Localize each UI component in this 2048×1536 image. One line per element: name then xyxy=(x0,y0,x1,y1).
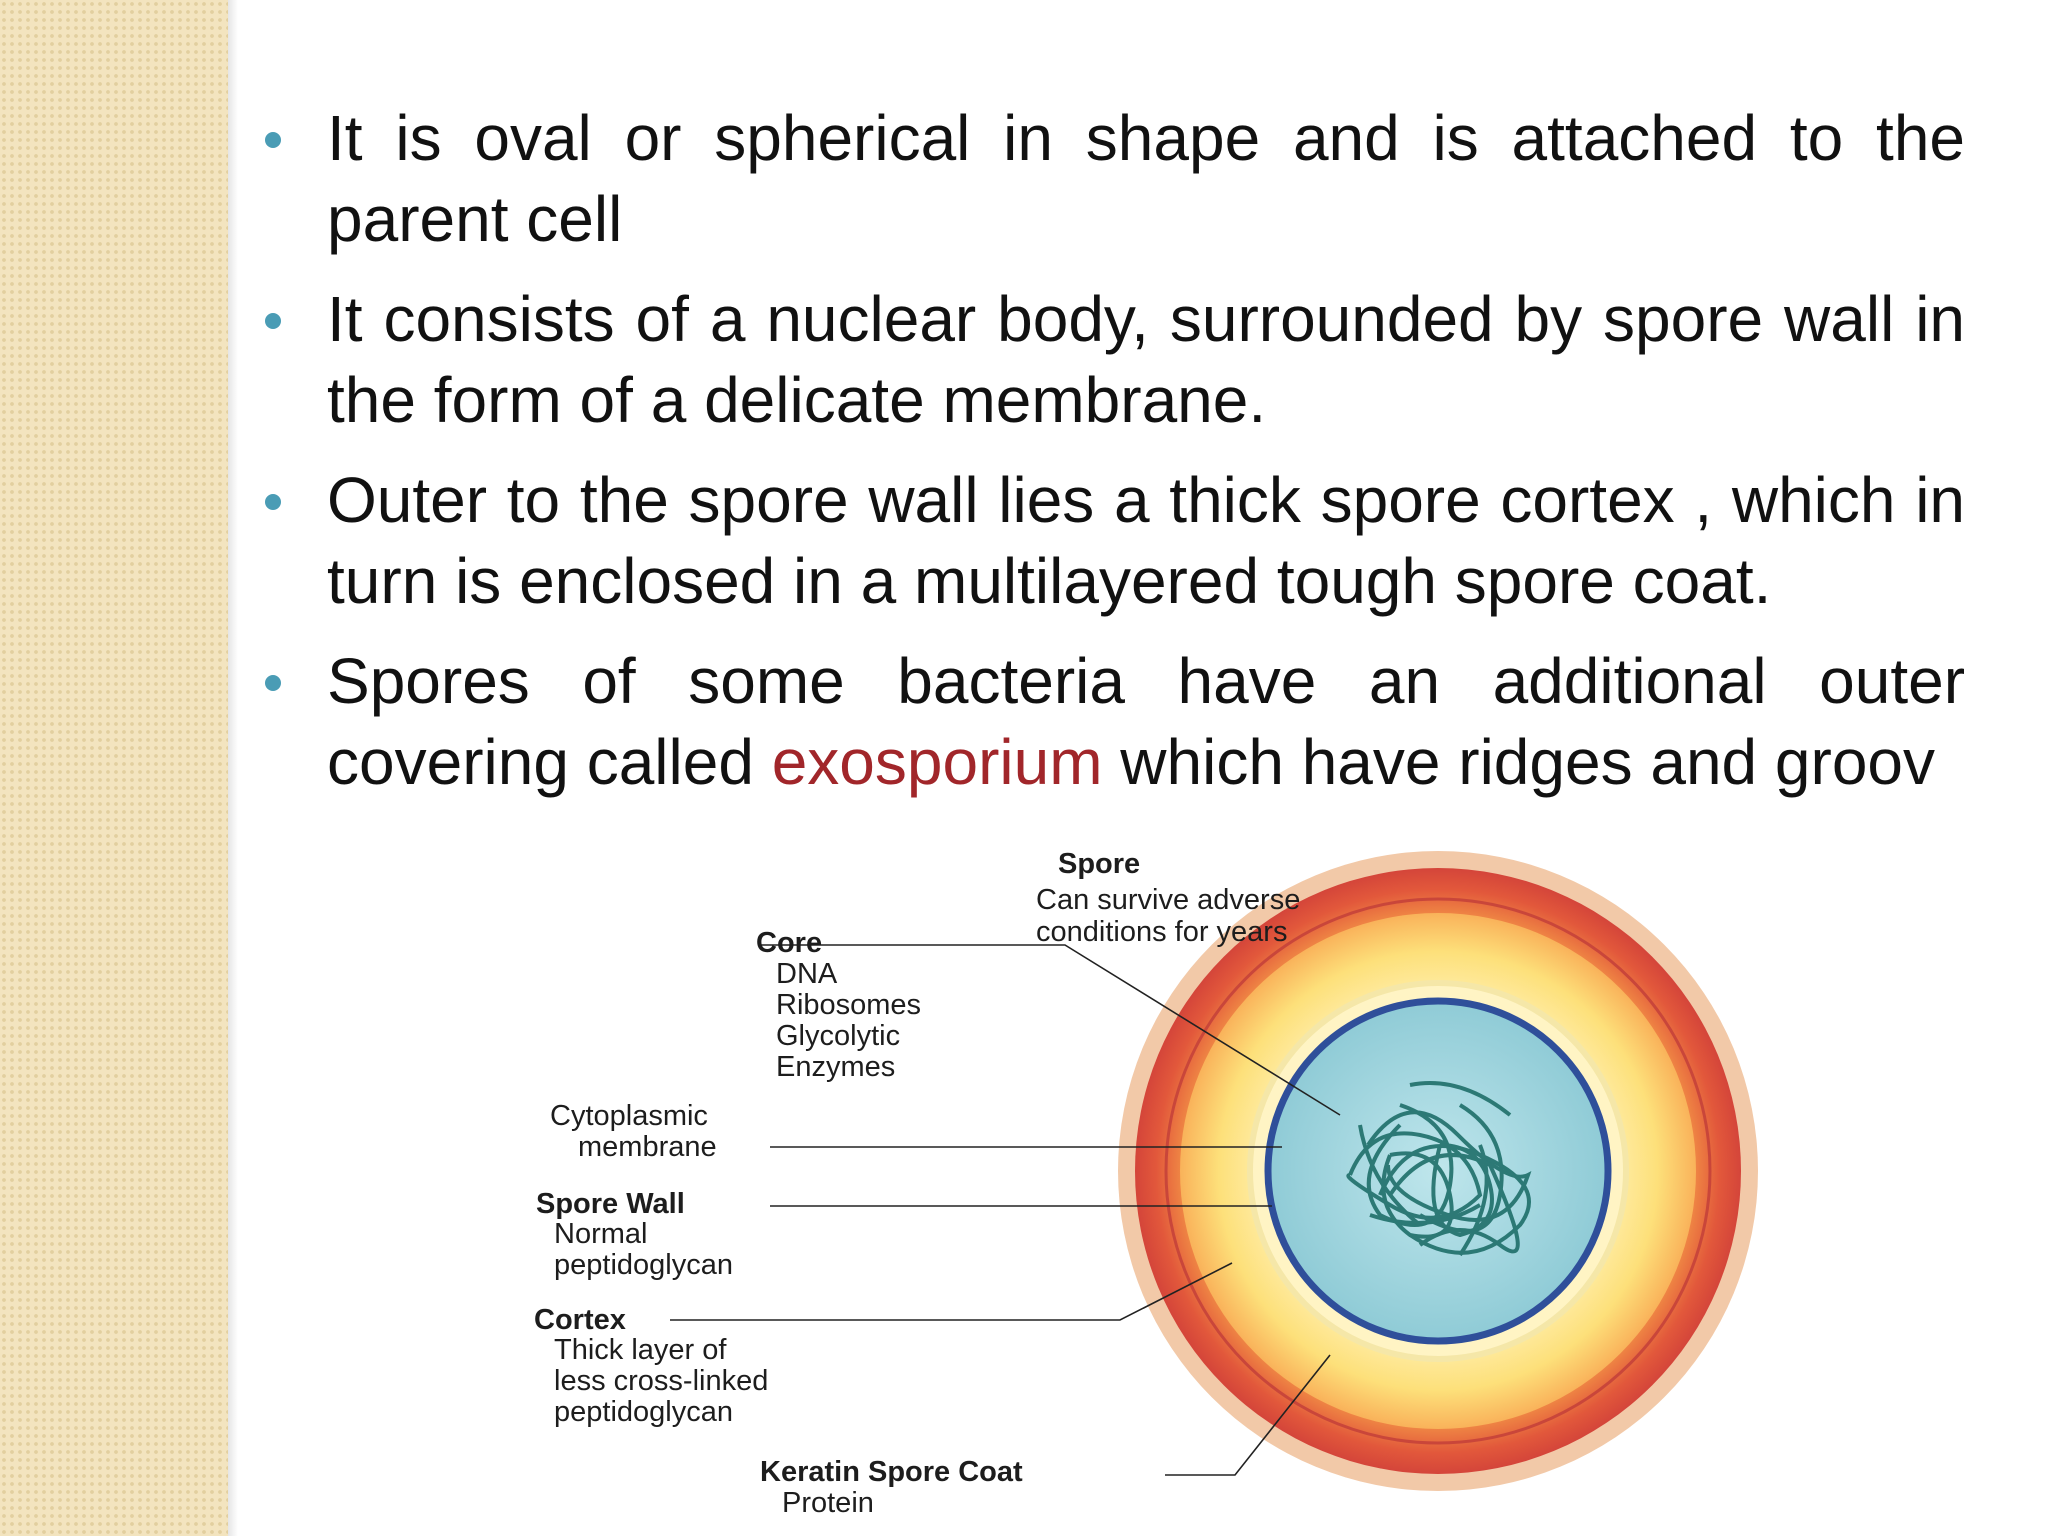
membrane-line-2: membrane xyxy=(578,1131,717,1163)
bullet-dot-icon xyxy=(265,132,281,148)
decorative-sidebar xyxy=(0,0,228,1536)
bullet-dot-icon xyxy=(265,675,281,691)
bullet-list xyxy=(265,98,1965,822)
core-item: Ribosomes xyxy=(776,989,922,1021)
sidebar-shadow xyxy=(228,0,238,1536)
spore-title: Spore xyxy=(1058,848,1141,880)
bullet-text-tail: which have ridges and groov xyxy=(1102,726,1935,798)
highlight-term: exosporium xyxy=(771,726,1103,798)
spore-wall-title: Spore Wall xyxy=(536,1188,685,1220)
coat-title: Keratin Spore Coat xyxy=(760,1456,1023,1488)
cortex-title: Cortex xyxy=(534,1304,626,1336)
spore-desc-1: Can survive adverse xyxy=(1036,884,1301,916)
coat-line-1: Protein xyxy=(782,1487,874,1519)
bullet-item xyxy=(265,279,1965,441)
cortex-line-3: peptidoglycan xyxy=(554,1396,733,1428)
core-item: Enzymes xyxy=(776,1051,896,1083)
bullet-item xyxy=(265,460,1965,622)
spore-desc-2: conditions for years xyxy=(1036,916,1288,948)
spore-wall-line-1: Normal xyxy=(554,1218,648,1250)
bullet-text: It consists of a nuclear body, surrounded by spore wall in the form of a delicate membrane. xyxy=(327,283,1965,436)
cortex-line-1: Thick layer of xyxy=(554,1334,727,1366)
bullet-item xyxy=(265,641,1965,803)
bullet-text: It is oval or spherical in shape and is attached to the parent cell xyxy=(327,102,1965,255)
cortex-line-2: less cross-linked xyxy=(554,1365,769,1397)
spore-diagram xyxy=(320,845,1800,1536)
spore-wall-line-2: peptidoglycan xyxy=(554,1249,733,1281)
bullet-dot-icon xyxy=(265,313,281,329)
bullet-text: Spores of some bacteria have an additional outer covering called xyxy=(327,645,1965,798)
core-item: DNA xyxy=(776,958,838,990)
core-title: Core xyxy=(756,927,823,959)
core-item: Glycolytic xyxy=(776,1020,901,1052)
bullet-dot-icon xyxy=(265,494,281,510)
membrane-line-1: Cytoplasmic xyxy=(550,1100,708,1132)
bullet-text: Outer to the spore wall lies a thick spore cortex , which in turn is enclosed in a multilayered tough spore coat. xyxy=(327,464,1965,617)
cytoplasmic-membrane xyxy=(1268,1001,1608,1341)
bullet-item xyxy=(265,98,1965,260)
